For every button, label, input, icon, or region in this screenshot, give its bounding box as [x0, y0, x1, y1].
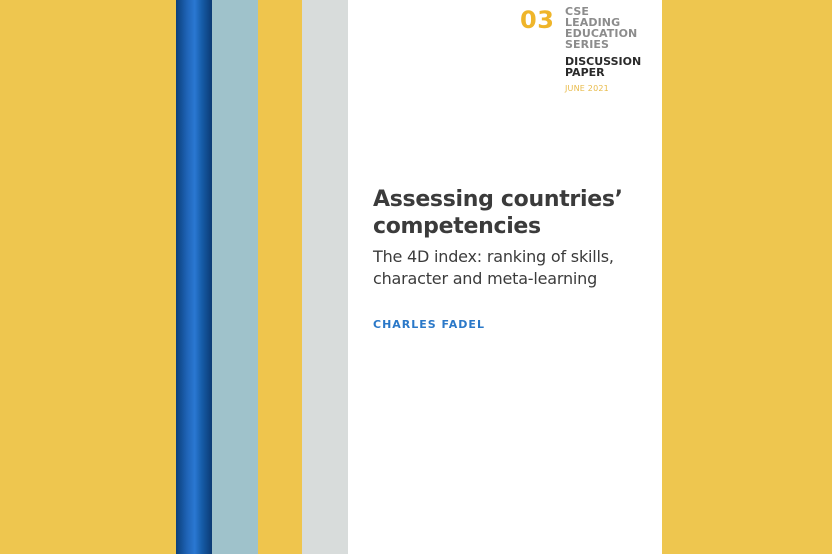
series-name-line: SERIES: [565, 38, 610, 51]
title-line: competencies: [373, 214, 541, 239]
paper-type: [565, 56, 659, 78]
author-name: CHARLES FADEL: [373, 318, 485, 331]
series-name: [565, 6, 659, 50]
title-line: Assessing countries’: [373, 187, 623, 212]
subtitle-line: The 4D index: ranking of skills,: [373, 247, 614, 266]
grey-stripe: [302, 0, 348, 554]
series-name-line: CSE: [565, 5, 590, 18]
document-subtitle: [373, 246, 657, 290]
series-number: 03: [520, 6, 555, 34]
publication-date: JUNE 2021: [565, 84, 609, 93]
cover-page: [348, 0, 662, 554]
series-name-line: LEADING: [565, 16, 621, 29]
document-title: [373, 186, 657, 240]
series-name-line: EDUCATION: [565, 27, 638, 40]
paper-type-line: PAPER: [565, 66, 605, 79]
blue-gradient-stripe: [176, 0, 212, 554]
light-blue-stripe: [212, 0, 258, 554]
yellow-stripe: [258, 0, 302, 554]
subtitle-line: character and meta-learning: [373, 269, 598, 288]
paper-type-line: DISCUSSION: [565, 55, 642, 68]
